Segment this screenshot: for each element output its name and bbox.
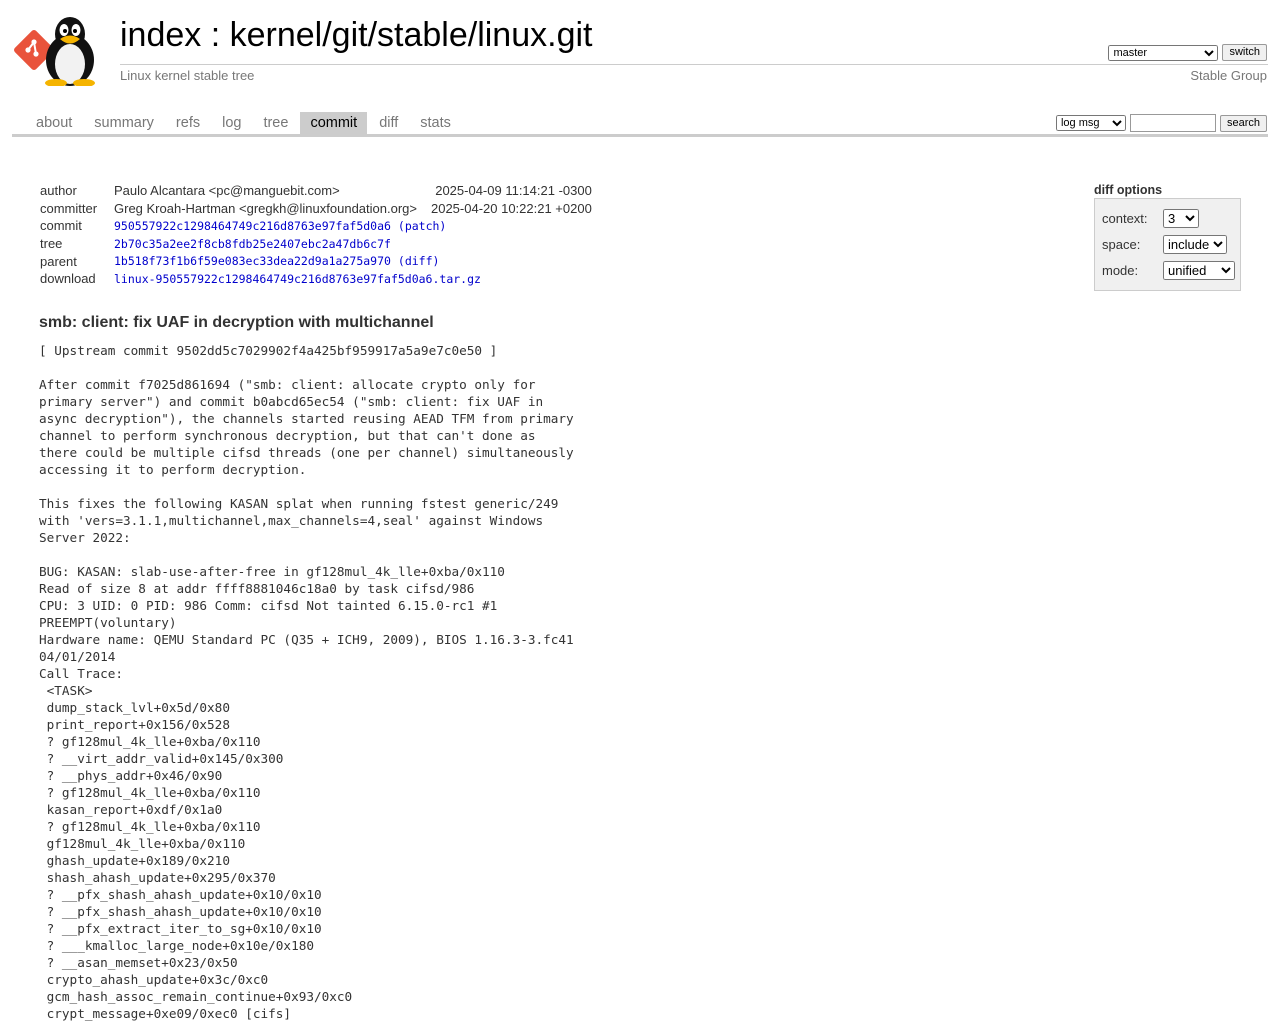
search-input[interactable] — [1130, 114, 1216, 132]
search-mode-select[interactable] — [1056, 115, 1126, 131]
commit-info-table — [36, 182, 596, 288]
space-select[interactable] — [1163, 235, 1227, 254]
title-separator: : — [201, 16, 230, 54]
context-select[interactable] — [1163, 209, 1199, 228]
search-form — [1056, 114, 1267, 132]
download-label: download — [40, 271, 96, 287]
switch-button[interactable]: switch — [1222, 44, 1267, 61]
diff-options-panel — [1094, 198, 1241, 291]
patch-link[interactable]: (patch) — [397, 218, 447, 233]
repo-link[interactable]: kernel/git/stable/linux.git — [229, 16, 593, 54]
download-row — [36, 270, 596, 288]
commit-hash-link[interactable]: 950557922c1298464749c216d8763e97faf5d0a6 — [114, 218, 391, 233]
git-tux-logo-icon — [14, 10, 110, 86]
page-title — [120, 16, 593, 55]
commit-label: commit — [40, 218, 82, 234]
context-label: context: — [1102, 211, 1148, 226]
download-link[interactable]: linux-950557922c1298464749c216d8763e97faf5d0a6.tar.gz — [114, 271, 481, 286]
tree-label: tree — [40, 236, 63, 252]
tab-log[interactable]: log — [222, 115, 242, 131]
branch-select[interactable] — [1108, 45, 1218, 61]
parent-hash-cell — [110, 252, 596, 270]
search-button[interactable]: search — [1220, 115, 1267, 132]
diff-options-title: diff options — [1094, 183, 1163, 197]
author-row — [36, 182, 596, 200]
author-value: Paulo Alcantara <pc@manguebit.com> — [114, 183, 340, 199]
parent-hash-link[interactable]: 1b518f73f1b6f59e083ec33dea22d9a1a275a970 — [114, 254, 391, 269]
logo[interactable] — [14, 10, 110, 86]
download-cell — [110, 270, 596, 288]
context-row — [1102, 209, 1199, 228]
tree-row — [36, 235, 596, 253]
tab-stats[interactable]: stats — [420, 115, 451, 131]
commit-row — [36, 217, 596, 235]
tree-hash-link[interactable]: 2b70c35a2ee2f8cb8fdb25e2407ebc2a47db6c7f — [114, 236, 391, 251]
tab-refs[interactable]: refs — [175, 115, 201, 131]
tab-commit[interactable]: commit — [300, 112, 367, 134]
mode-row — [1102, 261, 1235, 280]
index-link[interactable]: index — [120, 16, 202, 54]
mode-select[interactable] — [1163, 261, 1235, 280]
committer-label: committer — [40, 200, 98, 216]
author-date: 2025-04-09 11:14:21 -0300 — [435, 183, 592, 199]
tab-tree[interactable]: tree — [263, 115, 289, 131]
tab-summary[interactable]: summary — [94, 115, 154, 131]
branch-switch-form — [1108, 44, 1267, 61]
repo-owner: Stable Group — [1190, 68, 1267, 83]
header-divider — [120, 64, 1268, 65]
commit-message: [ Upstream commit 9502dd5c7029902f4a425bf959917a5a9e7c0e50 ] After commit f7025d861694 ("smb: client: allocate crypto only for primary server") and commit b0abcd65ec54 ("smb: client: fix UAF in async decryption"), the channels started reusing AEAD TFM from primary channel to perform synchronous decryption, but that can't done as there could be multiple cifsd threads (one per channel) simultaneously accessing it to perform decryption. This fixes the following KASAN splat when running fstest generic/249 with 'vers=3.1.1,multichannel,max_channels=4,seal' against Windows Server 2022: BUG: KASAN: slab-use-after-free in gf128mul_4k_lle+0xba/0x110 Read of size 8 at addr ffff8881046c18a0 by task cifsd/986 CPU: 3 UID: 0 PID: 986 Comm: cifsd Not tainted 6.15.0-rc1 #1 PREEMPT(voluntary) Hardware name: QEMU Standard PC (Q35 + ICH9, 2009), BIOS 1.16.3-3.fc41 04/01/2014 Call Trace: <TASK> dump_stack_lvl+0x5d/0x80 print_report+0x156/0x528 ? gf128mul_4k_lle+0xba/0x110 ? __virt_addr_valid+0x145/0x300 ? __phys_addr+0x46/0x90 ? gf128mul_4k_lle+0xba/0x110 kasan_report+0xdf/0x1a0 ? gf128mul_4k_lle+0xba/0x110 gf128mul_4k_lle+0xba/0x110 ghash_update+0x189/0x210 shash_ahash_update+0x295/0x370 ? __pfx_shash_ahash_update+0x10/0x10 ? __pfx_shash_ahash_update+0x10/0x10 ? __pfx_extract_iter_to_sg+0x10/0x10 ? ___kmalloc_large_node+0x10e/0x180 ? __asan_memset+0x23/0x50 crypto_ahash_update+0x3c/0xc0 gcm_hash_assoc_remain_continue+0x93/0xc0 crypt_message+0xe09/0xec0 [cifs] — [39, 343, 574, 1021]
space-label: space: — [1102, 237, 1141, 252]
committer-date: 2025-04-20 10:22:21 +0200 — [430, 200, 592, 216]
commit-hash-cell — [110, 217, 596, 235]
space-row — [1102, 235, 1227, 254]
commit-subject: smb: client: fix UAF in decryption with multichannel — [39, 314, 434, 331]
tab-about[interactable]: about — [36, 115, 73, 131]
parent-label: parent — [40, 253, 77, 269]
parent-row — [36, 252, 596, 270]
mode-label: mode: — [1102, 263, 1139, 278]
committer-value: Greg Kroah-Hartman <gregkh@linuxfoundation.org> — [114, 200, 417, 216]
committer-row — [36, 200, 596, 218]
author-label: author — [40, 183, 77, 199]
repo-description: Linux kernel stable tree — [120, 68, 255, 83]
parent-diff-link[interactable]: (diff) — [397, 254, 440, 269]
tab-diff[interactable]: diff — [379, 115, 399, 131]
tree-hash-cell — [110, 235, 596, 253]
